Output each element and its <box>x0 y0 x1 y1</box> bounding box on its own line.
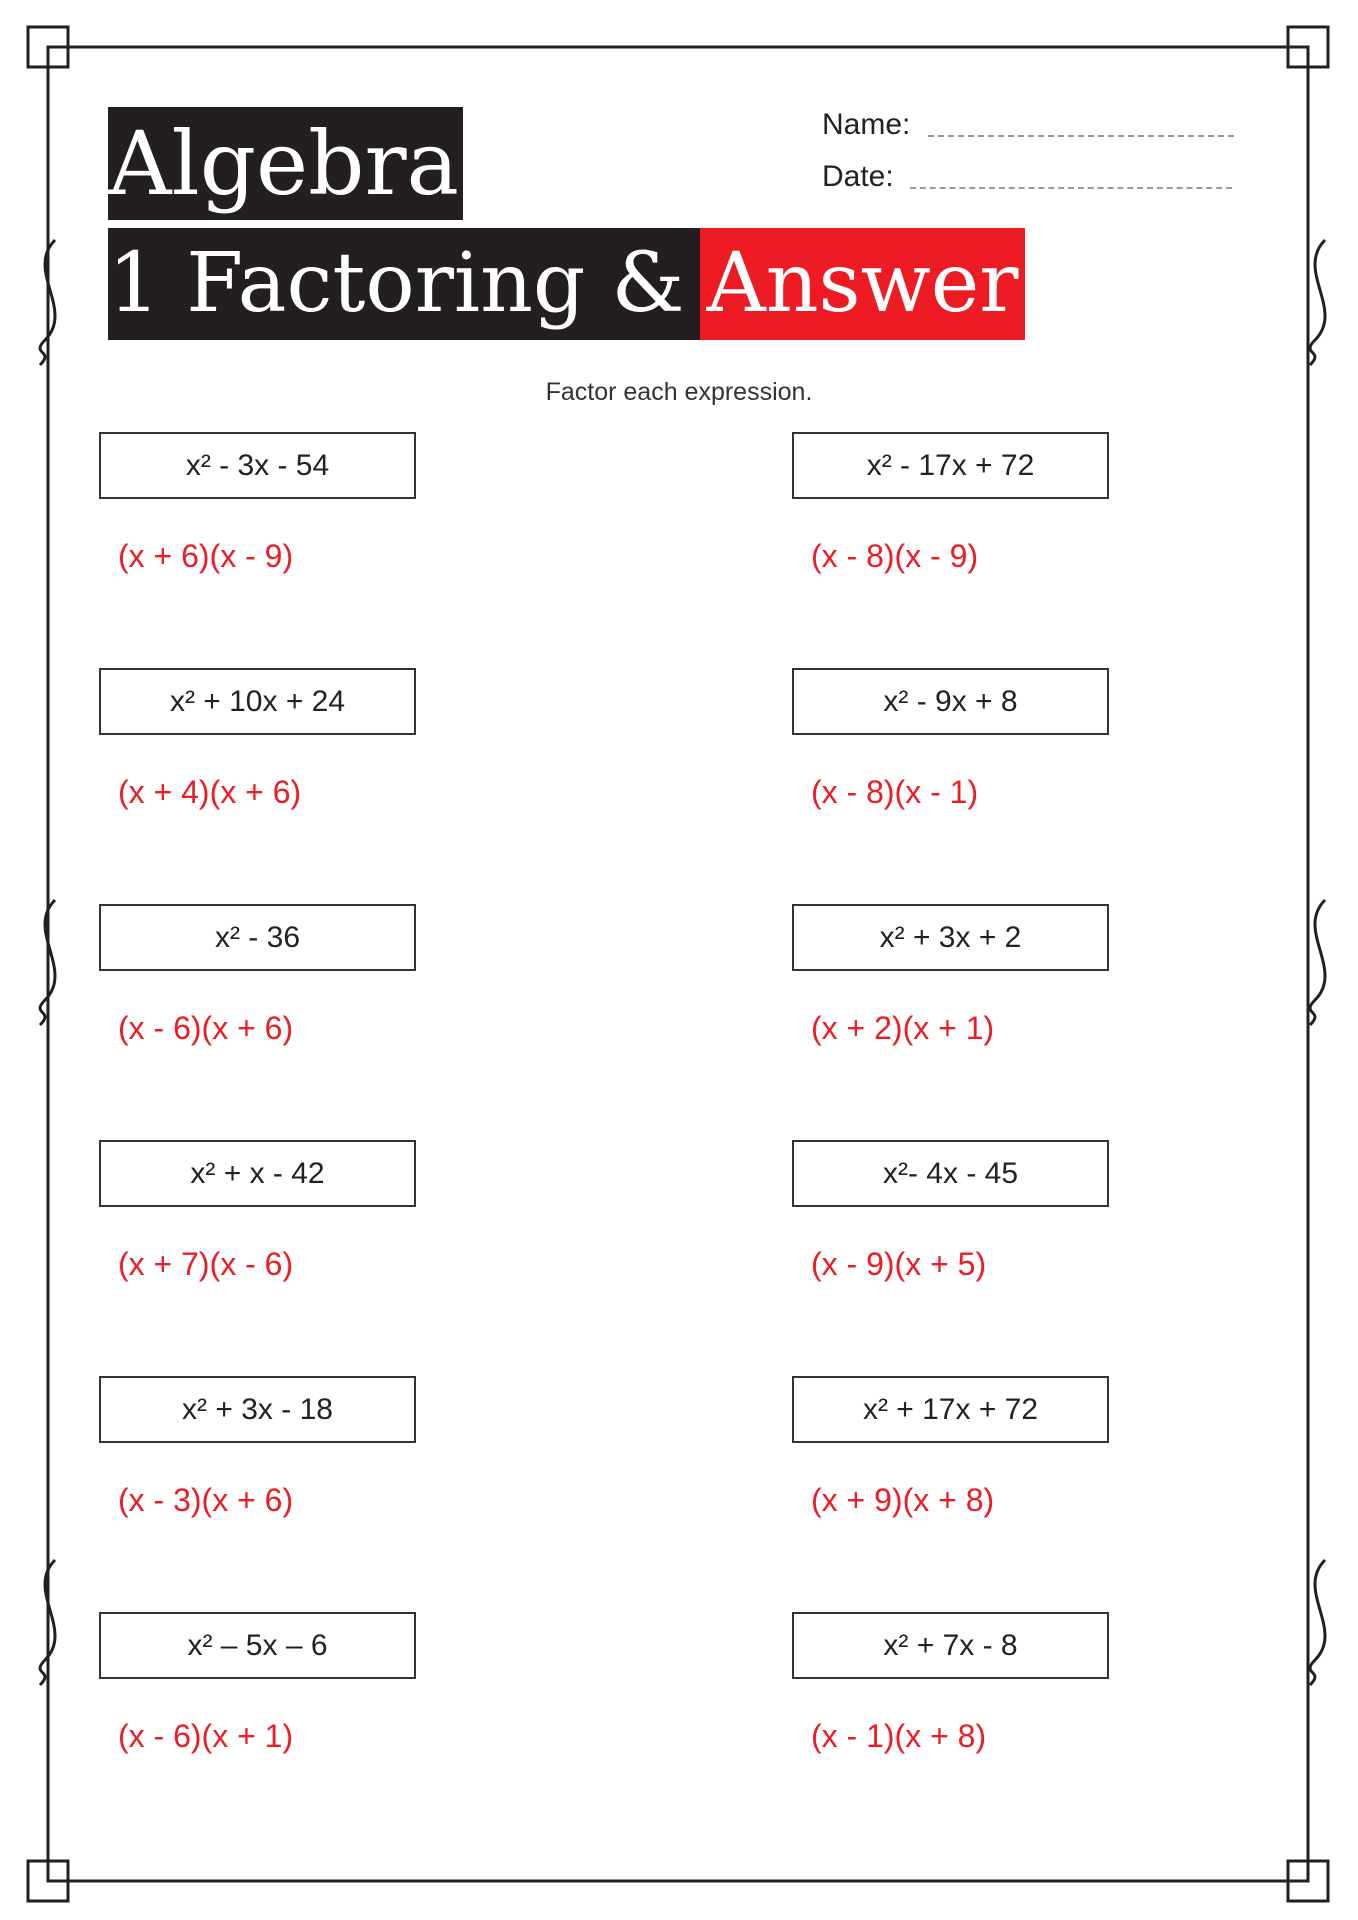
wave-right-1 <box>1310 240 1325 365</box>
title-line-1 <box>108 107 463 220</box>
answer-text: (x + 9)(x + 8) <box>811 1482 995 1518</box>
problem-box: x² + 10x + 24 <box>99 668 416 735</box>
problem-box: x² + x - 42 <box>99 1140 416 1207</box>
title-factoring: 1 Factoring & <box>108 236 685 331</box>
answer-text: (x - 1)(x + 8) <box>811 1718 987 1754</box>
name-line <box>928 135 1234 137</box>
problem-box: x² - 36 <box>99 904 416 971</box>
problem-box: x² - 3x - 54 <box>99 432 416 499</box>
answer-text: (x - 3)(x + 6) <box>118 1482 294 1518</box>
date-field[interactable] <box>822 160 894 194</box>
problem-box: x² + 7x - 8 <box>792 1612 1109 1679</box>
answer-text: (x - 9)(x + 5) <box>811 1246 987 1282</box>
problem-box: x² + 3x + 2 <box>792 904 1109 971</box>
answer-text: (x - 6)(x + 1) <box>118 1718 294 1754</box>
title-answer-highlight: Answer <box>700 228 1024 340</box>
title-line-2 <box>108 228 1025 340</box>
answer-text: (x + 2)(x + 1) <box>811 1010 995 1046</box>
answer-text: (x - 6)(x + 6) <box>118 1010 294 1046</box>
date-label: Date: <box>822 160 894 193</box>
wave-right-2 <box>1310 900 1325 1025</box>
answer-text: (x - 8)(x - 1) <box>811 774 979 810</box>
name-field[interactable] <box>822 108 910 142</box>
answer-text: (x + 6)(x - 9) <box>118 538 294 574</box>
answer-text: (x + 7)(x - 6) <box>118 1246 294 1282</box>
answer-text: (x - 8)(x - 9) <box>811 538 979 574</box>
problem-box: x² + 3x - 18 <box>99 1376 416 1443</box>
date-line <box>910 187 1232 189</box>
instructions: Factor each expression. <box>545 378 813 406</box>
title-algebra: Algebra <box>108 111 459 215</box>
problem-box: x² – 5x – 6 <box>99 1612 416 1679</box>
problem-box: x² - 17x + 72 <box>792 432 1109 499</box>
problem-box: x² + 17x + 72 <box>792 1376 1109 1443</box>
problem-box: x²- 4x - 45 <box>792 1140 1109 1207</box>
problem-box: x² - 9x + 8 <box>792 668 1109 735</box>
wave-right-3 <box>1310 1560 1325 1685</box>
answer-text: (x + 4)(x + 6) <box>118 774 302 810</box>
name-label: Name: <box>822 108 911 141</box>
